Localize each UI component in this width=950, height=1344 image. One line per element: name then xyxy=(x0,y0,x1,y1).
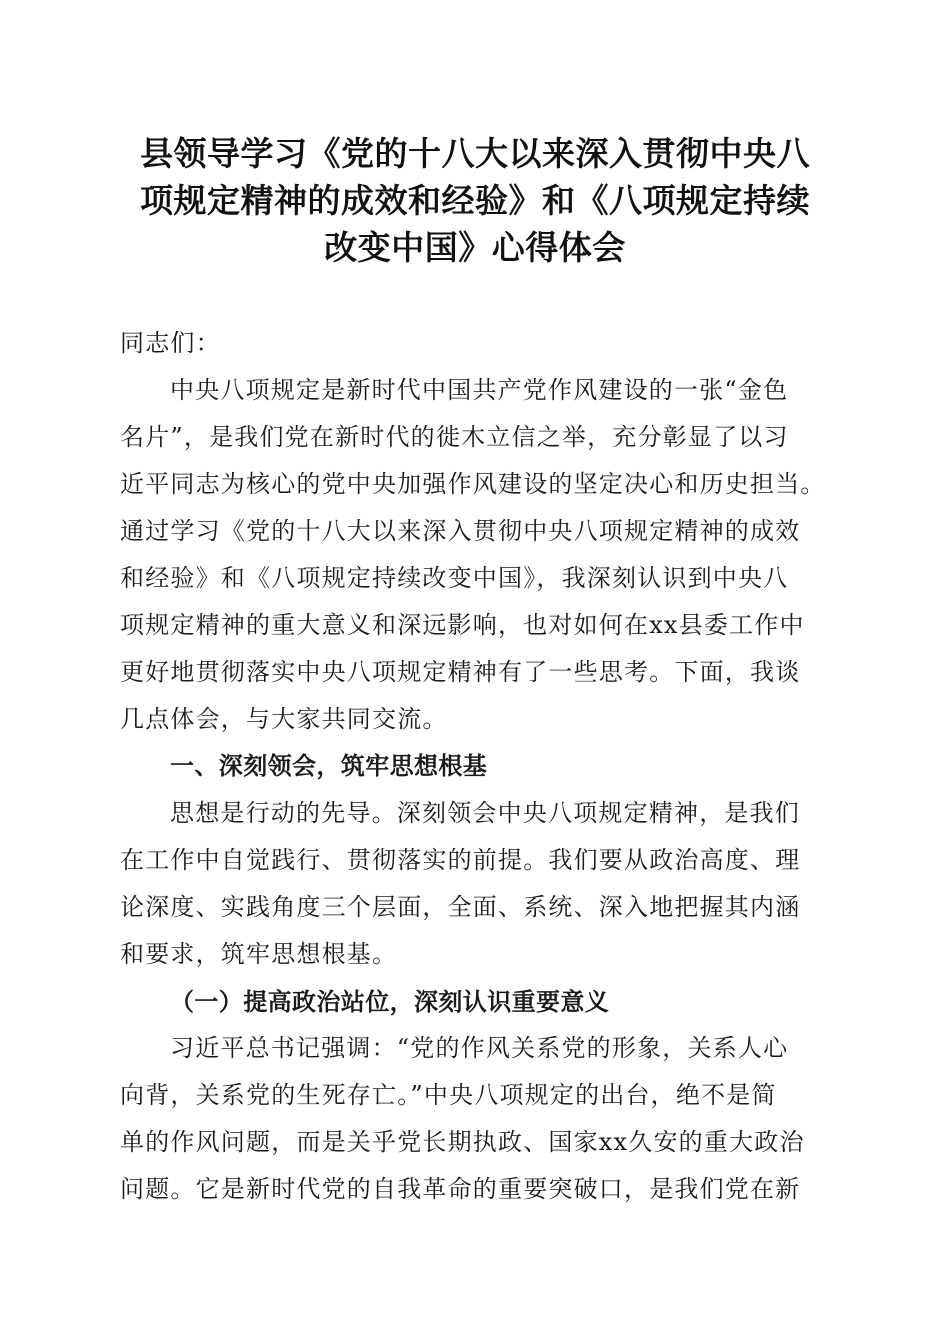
paragraph-line: 思想是行动的先导。深刻领会中央八项规定精神，是我们 xyxy=(170,799,800,827)
title-line: 项规定精神的成效和经验》和《八项规定持续 xyxy=(140,181,810,220)
paragraph-line: 和经验》和《八项规定持续改变中国》，我深刻认识到中央八 xyxy=(120,564,789,592)
paragraph-line: 通过学习《党的十八大以来深入贯彻中央八项规定精神的成效 xyxy=(120,517,801,545)
document-body xyxy=(120,320,840,1213)
title-line: 县领导学习《党的十八大以来深入贯彻中央八 xyxy=(140,134,810,173)
paragraph-line: 名片”，是我们党在新时代的徙木立信之举，充分彰显了以习 xyxy=(120,423,789,451)
paragraph-line: 在工作中自觉践行、贯彻落实的前提。我们要从政治高度、理 xyxy=(120,846,801,874)
paragraph-line: 近平同志为核心的党中央加强作风建设的坚定决心和历史担当。 xyxy=(120,470,826,498)
paragraph-subsection-1 xyxy=(120,1025,840,1213)
paragraph-line: 和要求，筑牢思想根基。 xyxy=(120,940,398,968)
paragraph-line: 向背，关系党的生死存亡。”中央八项规定的出台，绝不是简 xyxy=(120,1081,777,1109)
subsection-heading-1: （一）提高政治站位，深刻认识重要意义 xyxy=(170,987,610,1016)
paragraph-line: 几点体会，与大家共同交流。 xyxy=(120,705,448,733)
paragraph-section-1 xyxy=(120,790,840,978)
paragraph-line: 单的作风问题，而是关乎党长期执政、国家xx久安的重大政治 xyxy=(120,1128,805,1156)
paragraph-line: 论深度、实践角度三个层面，全面、系统、深入地把握其内涵 xyxy=(120,893,801,921)
section-heading-1: 一、深刻领会，筑牢思想根基 xyxy=(170,752,488,780)
paragraph-intro xyxy=(120,367,840,743)
paragraph-line: 更好地贯彻落实中央八项规定精神有了一些思考。下面，我谈 xyxy=(120,658,801,686)
paragraph-line: 问题。它是新时代党的自我革命的重要突破口，是我们党在新 xyxy=(120,1175,801,1203)
salutation: 同志们： xyxy=(120,329,221,357)
paragraph-line: 习近平总书记强调：“党的作风关系党的形象，关系人心 xyxy=(170,1034,789,1062)
paragraph-line: 项规定精神的重大意义和深远影响，也对如何在xx县委工作中 xyxy=(120,611,805,639)
title-line: 改变中国》心得体会 xyxy=(324,228,626,267)
paragraph-line: 中央八项规定是新时代中国共产党作风建设的一张“金色 xyxy=(170,376,789,404)
document-title xyxy=(110,130,840,271)
